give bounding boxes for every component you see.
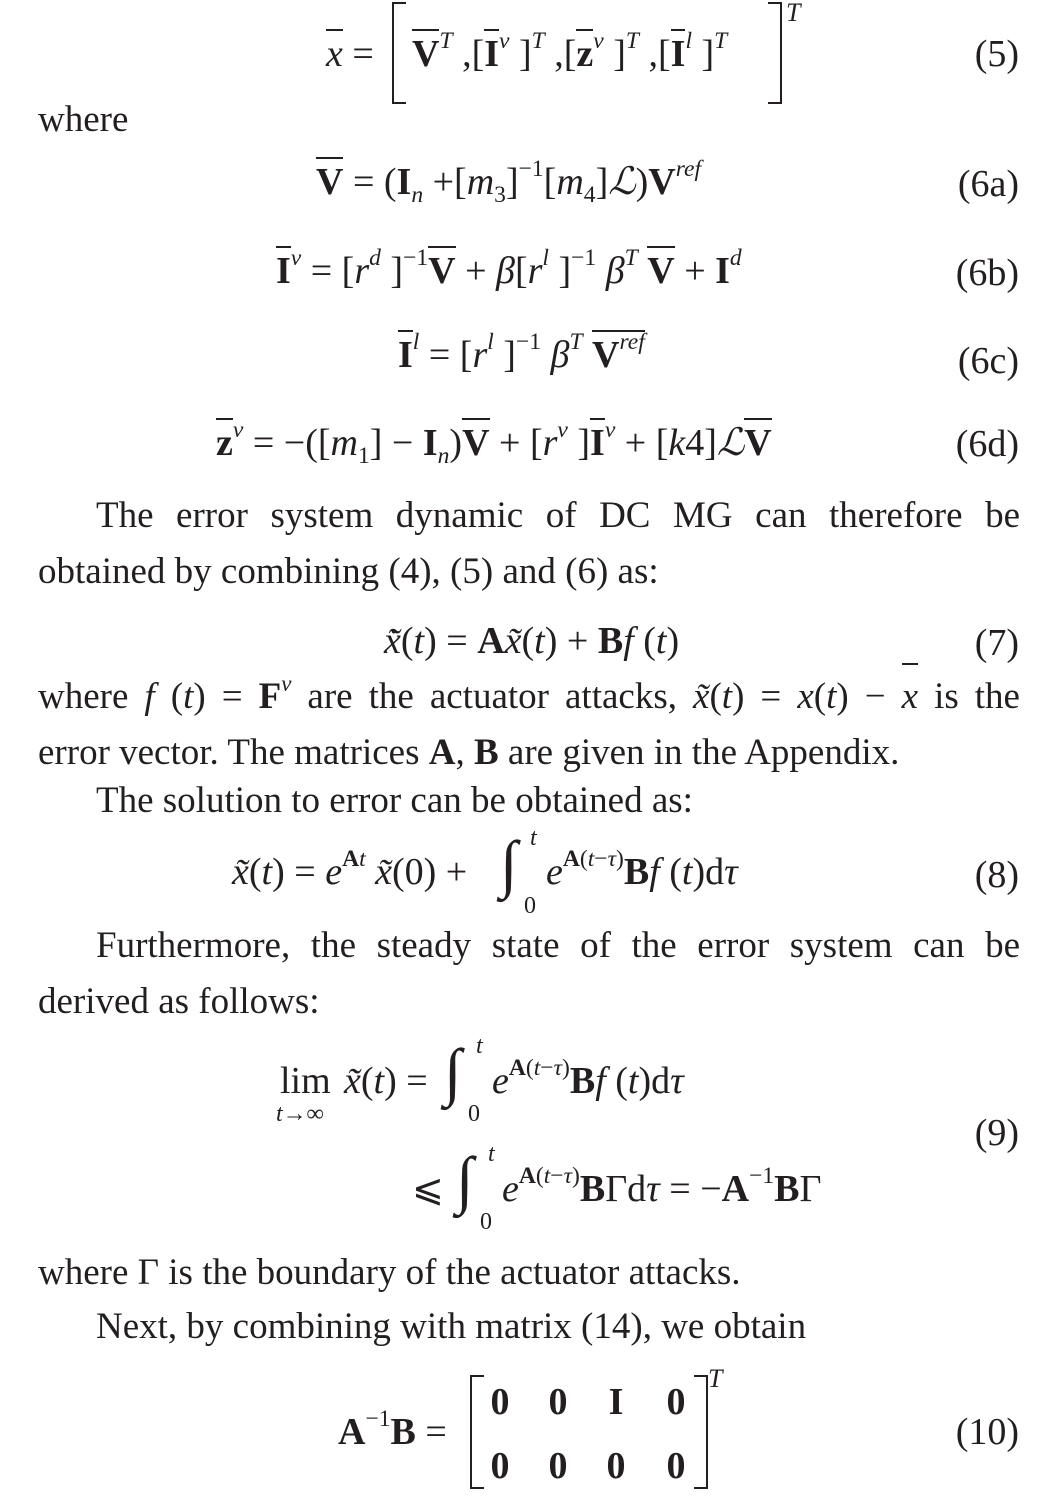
text-line: Furthermore, the steady state of the error system can be [96,925,1020,966]
equation-7: x̃̇(t) = Ax̃(t) + Bf (t) [384,620,680,662]
paragraph-boundary [38,1245,1020,1301]
text-line: Next, by combining with matrix (14), we obtain [96,1306,807,1347]
equation-9-leq: ⩽ [412,1168,444,1210]
matrix-cell: 0 [548,1381,568,1423]
equation-10-number: (10) [955,1411,1019,1453]
equation-8-limits: t [530,825,537,851]
paragraph-error-dynamics [38,488,1020,600]
equation-5-left-bracket [392,2,406,104]
equation-6d-number: (6d) [955,423,1019,465]
equation-6d: $z^v = -([m_1] - I_n)V + [r^v$ ]$I^v$ + [k4]ℒV [216,417,772,470]
equation-6b: $I^v = [r^d$ ]$^{-1}V + \beta[r^l$ ]$^{-1}$ $\beta^T$ $V + I^d$ [276,245,742,292]
equation-6b-number: (6b) [955,252,1019,294]
matrix-cell: I [608,1381,624,1423]
integral-sign: ∫ [444,1036,462,1107]
text-span: are given in the Appendix. [498,732,900,773]
matrix-row-2 [480,1444,700,1487]
equation-5: x = [326,33,374,75]
equation-6a-number: (6a) [957,163,1019,205]
text-span: B [473,732,499,773]
matrix-cell: 0 [548,1445,568,1487]
equation-8: x̃(t) = $e^{At}$ x̃(0) + [232,846,468,893]
paragraph-next [38,1299,1020,1355]
equation-9-line1: x̃(t) = [344,1060,428,1102]
equation-5-number: (5) [974,33,1019,75]
equation-7-number: (7) [974,622,1019,664]
equation-5-transpose: T [786,0,801,27]
matrix-cell: 0 [666,1381,686,1423]
paragraph-solution [38,773,1020,829]
text-line: The error system dynamic of DC MG can therefore be [96,495,1020,536]
where-label-1: where [38,99,129,140]
equation-9-lim: lim [280,1060,331,1102]
integral-sign: ∫ [456,1144,474,1215]
matrix-cell: 0 [490,1381,510,1423]
paragraph-steady-state [38,918,1020,1030]
text-line: derived as follows: [38,981,320,1022]
equation-6c: $I^l = [r^l$ ]$^{-1}$ $\beta^T$ $V^{ref}$ [398,329,645,376]
matrix-cell: 0 [606,1445,626,1487]
equation-9-number: (9) [974,1112,1019,1154]
text-line: obtained by combining (4), (5) and (6) as: [38,551,659,592]
equation-5-right-bracket [768,2,782,104]
equation-10-transpose: T [708,1364,723,1393]
equation-9-lower-limit-2: 0 [480,1209,492,1235]
text-span: error vector. The matrices [38,732,429,773]
text-span: are the actuator attacks, [291,676,694,717]
equation-8-integrand: $e^{A(t-\tau)}Bf$ (t)dτ [546,846,738,893]
equation-5-body: $V^T$ $,[I^v$ ]$^T$ $,[z^v$ ]$^T$ $,[I^l$ ]$^T$ [412,28,728,75]
equation-9-lower-limit: 0 [468,1101,480,1127]
equation-8-lower-limit: 0 [524,893,536,919]
equation-9-lim-sub: t→∞ [276,1101,324,1127]
equation-10-lhs: $A^{-1}B$ = [338,1406,447,1453]
equation-8-number: (8) [974,854,1019,896]
text-span: A [428,732,456,773]
equation-10-right-bracket [694,1375,708,1489]
text-line: The solution to error can be obtained as: [96,780,693,821]
text-span: , [455,732,474,773]
matrix-cell: 0 [490,1445,510,1487]
equation-9-upper-limit: t [476,1033,483,1059]
text-span: where [38,676,145,717]
equation-9-upper-limit-2: t [488,1141,495,1167]
matrix-cell: 0 [666,1445,686,1487]
equation-6a: $V = (I_n$ $+[m_3]^{-1}[m_4]ℒ)V^{ref}$ [316,156,701,209]
text-line: where f $(t) = F^v$ are the actuator attacks, x̃(t) = x(t) − x is the [38,669,1020,725]
paragraph-actuator-attacks [38,669,1020,781]
equation-6c-number: (6c) [957,340,1019,382]
matrix-row-1 [480,1380,700,1423]
integral-sign: ∫ [500,828,518,899]
text-span: is the [918,676,1020,717]
equation-9-line2: $e^{A(t-\tau)}B\Gamma d\tau = -A^{-1}B\Gamma$ [502,1163,822,1210]
text-line: where Γ is the boundary of the actuator attacks. [38,1252,741,1293]
equation-9-integrand-1: $e^{A(t-\tau)}Bf$ (t)dτ [492,1055,684,1102]
